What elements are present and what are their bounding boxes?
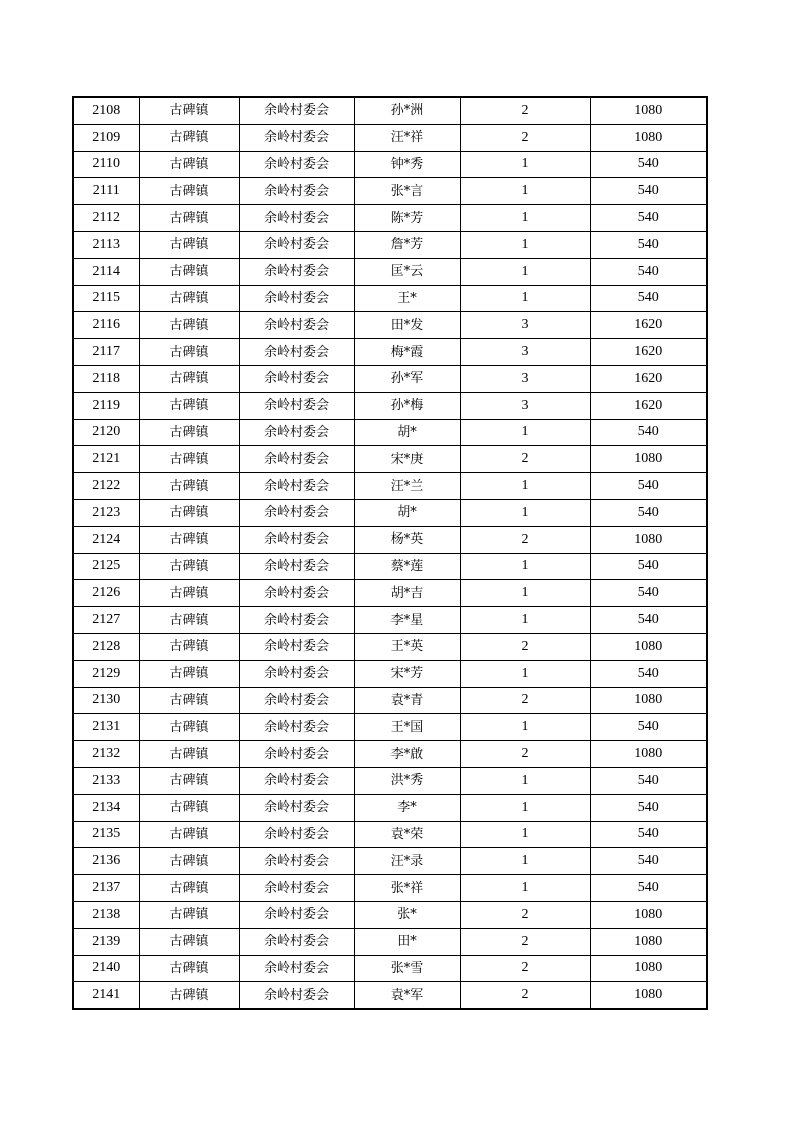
- name-cell: 张*言: [354, 178, 460, 205]
- serial-number-cell: 2109: [73, 124, 139, 151]
- name-cell: 王*: [354, 285, 460, 312]
- amount-cell: 1080: [590, 928, 707, 955]
- village-committee-cell: 余岭村委会: [239, 205, 354, 232]
- amount-cell: 540: [590, 875, 707, 902]
- name-cell: 王*英: [354, 633, 460, 660]
- household-size-cell: 1: [460, 553, 590, 580]
- village-committee-cell: 余岭村委会: [239, 848, 354, 875]
- name-cell: 孙*梅: [354, 392, 460, 419]
- name-cell: 田*发: [354, 312, 460, 339]
- town-cell: 古碑镇: [139, 124, 239, 151]
- town-cell: 古碑镇: [139, 312, 239, 339]
- town-cell: 古碑镇: [139, 982, 239, 1009]
- amount-cell: 1080: [590, 526, 707, 553]
- name-cell: 李*啟: [354, 741, 460, 768]
- village-committee-cell: 余岭村委会: [239, 392, 354, 419]
- household-size-cell: 1: [460, 607, 590, 634]
- serial-number-cell: 2128: [73, 633, 139, 660]
- name-cell: 胡*吉: [354, 580, 460, 607]
- village-committee-cell: 余岭村委会: [239, 526, 354, 553]
- serial-number-cell: 2111: [73, 178, 139, 205]
- amount-cell: 1080: [590, 955, 707, 982]
- amount-cell: 1080: [590, 97, 707, 124]
- name-cell: 田*: [354, 928, 460, 955]
- serial-number-cell: 2141: [73, 982, 139, 1009]
- serial-number-cell: 2114: [73, 258, 139, 285]
- village-committee-cell: 余岭村委会: [239, 365, 354, 392]
- table-row: [73, 151, 707, 178]
- serial-number-cell: 2127: [73, 607, 139, 634]
- name-cell: 杨*英: [354, 526, 460, 553]
- table-row: [73, 285, 707, 312]
- amount-cell: 1080: [590, 687, 707, 714]
- village-committee-cell: 余岭村委会: [239, 633, 354, 660]
- village-committee-cell: 余岭村委会: [239, 499, 354, 526]
- table-row: [73, 339, 707, 366]
- serial-number-cell: 2134: [73, 794, 139, 821]
- serial-number-cell: 2129: [73, 660, 139, 687]
- table-row: [73, 875, 707, 902]
- town-cell: 古碑镇: [139, 741, 239, 768]
- village-committee-cell: 余岭村委会: [239, 339, 354, 366]
- table-row: [73, 741, 707, 768]
- household-size-cell: 1: [460, 767, 590, 794]
- name-cell: 匡*云: [354, 258, 460, 285]
- name-cell: 梅*霞: [354, 339, 460, 366]
- village-committee-cell: 余岭村委会: [239, 419, 354, 446]
- town-cell: 古碑镇: [139, 446, 239, 473]
- household-size-cell: 3: [460, 312, 590, 339]
- amount-cell: 1620: [590, 365, 707, 392]
- table-row: [73, 714, 707, 741]
- name-cell: 汪*录: [354, 848, 460, 875]
- serial-number-cell: 2132: [73, 741, 139, 768]
- village-committee-cell: 余岭村委会: [239, 955, 354, 982]
- name-cell: 蔡*莲: [354, 553, 460, 580]
- town-cell: 古碑镇: [139, 365, 239, 392]
- serial-number-cell: 2138: [73, 901, 139, 928]
- name-cell: 李*: [354, 794, 460, 821]
- serial-number-cell: 2118: [73, 365, 139, 392]
- table-row: [73, 607, 707, 634]
- amount-cell: 540: [590, 848, 707, 875]
- town-cell: 古碑镇: [139, 339, 239, 366]
- amount-cell: 1620: [590, 339, 707, 366]
- town-cell: 古碑镇: [139, 205, 239, 232]
- amount-cell: 1620: [590, 392, 707, 419]
- village-committee-cell: 余岭村委会: [239, 580, 354, 607]
- table-row: [73, 392, 707, 419]
- amount-cell: 1080: [590, 982, 707, 1009]
- town-cell: 古碑镇: [139, 258, 239, 285]
- name-cell: 胡*: [354, 419, 460, 446]
- table-row: [73, 365, 707, 392]
- table-row: [73, 97, 707, 124]
- name-cell: 胡*: [354, 499, 460, 526]
- name-cell: 袁*荣: [354, 821, 460, 848]
- household-size-cell: 2: [460, 124, 590, 151]
- amount-cell: 540: [590, 660, 707, 687]
- village-committee-cell: 余岭村委会: [239, 767, 354, 794]
- amount-cell: 540: [590, 419, 707, 446]
- name-cell: 孙*军: [354, 365, 460, 392]
- amount-cell: 540: [590, 151, 707, 178]
- serial-number-cell: 2121: [73, 446, 139, 473]
- table-row: [73, 231, 707, 258]
- table-row: [73, 205, 707, 232]
- serial-number-cell: 2133: [73, 767, 139, 794]
- name-cell: 王*国: [354, 714, 460, 741]
- table-row: [73, 419, 707, 446]
- serial-number-cell: 2137: [73, 875, 139, 902]
- table-row: [73, 955, 707, 982]
- amount-cell: 1080: [590, 633, 707, 660]
- village-committee-cell: 余岭村委会: [239, 714, 354, 741]
- table-row: [73, 848, 707, 875]
- amount-cell: 540: [590, 231, 707, 258]
- village-committee-cell: 余岭村委会: [239, 741, 354, 768]
- name-cell: 钟*秀: [354, 151, 460, 178]
- table-row: [73, 526, 707, 553]
- table-row: [73, 553, 707, 580]
- village-committee-cell: 余岭村委会: [239, 151, 354, 178]
- name-cell: 詹*芳: [354, 231, 460, 258]
- village-committee-cell: 余岭村委会: [239, 473, 354, 500]
- roster-table-body: [73, 97, 707, 1009]
- name-cell: 汪*兰: [354, 473, 460, 500]
- town-cell: 古碑镇: [139, 901, 239, 928]
- household-size-cell: 1: [460, 821, 590, 848]
- name-cell: 袁*青: [354, 687, 460, 714]
- town-cell: 古碑镇: [139, 660, 239, 687]
- village-committee-cell: 余岭村委会: [239, 258, 354, 285]
- name-cell: 汪*祥: [354, 124, 460, 151]
- table-row: [73, 473, 707, 500]
- village-committee-cell: 余岭村委会: [239, 875, 354, 902]
- amount-cell: 1620: [590, 312, 707, 339]
- village-committee-cell: 余岭村委会: [239, 660, 354, 687]
- roster-table: [72, 96, 708, 1010]
- table-row: [73, 982, 707, 1009]
- amount-cell: 1080: [590, 741, 707, 768]
- town-cell: 古碑镇: [139, 499, 239, 526]
- table-row: [73, 499, 707, 526]
- serial-number-cell: 2108: [73, 97, 139, 124]
- serial-number-cell: 2135: [73, 821, 139, 848]
- serial-number-cell: 2124: [73, 526, 139, 553]
- household-size-cell: 1: [460, 714, 590, 741]
- town-cell: 古碑镇: [139, 285, 239, 312]
- village-committee-cell: 余岭村委会: [239, 901, 354, 928]
- town-cell: 古碑镇: [139, 821, 239, 848]
- table-row: [73, 767, 707, 794]
- household-size-cell: 2: [460, 955, 590, 982]
- amount-cell: 540: [590, 821, 707, 848]
- town-cell: 古碑镇: [139, 928, 239, 955]
- household-size-cell: 2: [460, 526, 590, 553]
- table-row: [73, 928, 707, 955]
- serial-number-cell: 2115: [73, 285, 139, 312]
- serial-number-cell: 2120: [73, 419, 139, 446]
- household-size-cell: 2: [460, 982, 590, 1009]
- household-size-cell: 1: [460, 499, 590, 526]
- amount-cell: 1080: [590, 124, 707, 151]
- name-cell: 宋*庚: [354, 446, 460, 473]
- serial-number-cell: 2140: [73, 955, 139, 982]
- name-cell: 张*: [354, 901, 460, 928]
- serial-number-cell: 2136: [73, 848, 139, 875]
- table-row: [73, 687, 707, 714]
- household-size-cell: 3: [460, 365, 590, 392]
- household-size-cell: 2: [460, 928, 590, 955]
- serial-number-cell: 2126: [73, 580, 139, 607]
- household-size-cell: 2: [460, 901, 590, 928]
- household-size-cell: 2: [460, 633, 590, 660]
- amount-cell: 540: [590, 258, 707, 285]
- town-cell: 古碑镇: [139, 848, 239, 875]
- table-row: [73, 258, 707, 285]
- serial-number-cell: 2125: [73, 553, 139, 580]
- village-committee-cell: 余岭村委会: [239, 312, 354, 339]
- household-size-cell: 1: [460, 794, 590, 821]
- amount-cell: 540: [590, 580, 707, 607]
- town-cell: 古碑镇: [139, 419, 239, 446]
- village-committee-cell: 余岭村委会: [239, 553, 354, 580]
- household-size-cell: 3: [460, 392, 590, 419]
- serial-number-cell: 2123: [73, 499, 139, 526]
- village-committee-cell: 余岭村委会: [239, 794, 354, 821]
- table-row: [73, 446, 707, 473]
- village-committee-cell: 余岭村委会: [239, 446, 354, 473]
- village-committee-cell: 余岭村委会: [239, 821, 354, 848]
- town-cell: 古碑镇: [139, 955, 239, 982]
- town-cell: 古碑镇: [139, 97, 239, 124]
- town-cell: 古碑镇: [139, 607, 239, 634]
- household-size-cell: 1: [460, 580, 590, 607]
- serial-number-cell: 2112: [73, 205, 139, 232]
- table-row: [73, 178, 707, 205]
- serial-number-cell: 2113: [73, 231, 139, 258]
- household-size-cell: 3: [460, 339, 590, 366]
- village-committee-cell: 余岭村委会: [239, 928, 354, 955]
- household-size-cell: 1: [460, 258, 590, 285]
- town-cell: 古碑镇: [139, 178, 239, 205]
- town-cell: 古碑镇: [139, 151, 239, 178]
- town-cell: 古碑镇: [139, 526, 239, 553]
- household-size-cell: 2: [460, 97, 590, 124]
- serial-number-cell: 2116: [73, 312, 139, 339]
- town-cell: 古碑镇: [139, 580, 239, 607]
- serial-number-cell: 2131: [73, 714, 139, 741]
- table-row: [73, 660, 707, 687]
- name-cell: 陈*芳: [354, 205, 460, 232]
- serial-number-cell: 2117: [73, 339, 139, 366]
- town-cell: 古碑镇: [139, 392, 239, 419]
- amount-cell: 540: [590, 767, 707, 794]
- town-cell: 古碑镇: [139, 687, 239, 714]
- amount-cell: 540: [590, 473, 707, 500]
- village-committee-cell: 余岭村委会: [239, 687, 354, 714]
- town-cell: 古碑镇: [139, 714, 239, 741]
- town-cell: 古碑镇: [139, 473, 239, 500]
- household-size-cell: 1: [460, 848, 590, 875]
- serial-number-cell: 2110: [73, 151, 139, 178]
- household-size-cell: 2: [460, 687, 590, 714]
- household-size-cell: 1: [460, 875, 590, 902]
- table-row: [73, 312, 707, 339]
- household-size-cell: 2: [460, 741, 590, 768]
- table-row: [73, 794, 707, 821]
- name-cell: 宋*芳: [354, 660, 460, 687]
- town-cell: 古碑镇: [139, 767, 239, 794]
- amount-cell: 1080: [590, 901, 707, 928]
- town-cell: 古碑镇: [139, 553, 239, 580]
- village-committee-cell: 余岭村委会: [239, 285, 354, 312]
- table-row: [73, 821, 707, 848]
- household-size-cell: 1: [460, 660, 590, 687]
- amount-cell: 540: [590, 553, 707, 580]
- town-cell: 古碑镇: [139, 794, 239, 821]
- amount-cell: 540: [590, 205, 707, 232]
- name-cell: 袁*军: [354, 982, 460, 1009]
- village-committee-cell: 余岭村委会: [239, 231, 354, 258]
- town-cell: 古碑镇: [139, 633, 239, 660]
- village-committee-cell: 余岭村委会: [239, 97, 354, 124]
- name-cell: 张*雪: [354, 955, 460, 982]
- amount-cell: 540: [590, 714, 707, 741]
- town-cell: 古碑镇: [139, 875, 239, 902]
- table-row: [73, 901, 707, 928]
- name-cell: 张*祥: [354, 875, 460, 902]
- serial-number-cell: 2119: [73, 392, 139, 419]
- village-committee-cell: 余岭村委会: [239, 178, 354, 205]
- serial-number-cell: 2139: [73, 928, 139, 955]
- amount-cell: 540: [590, 607, 707, 634]
- name-cell: 洪*秀: [354, 767, 460, 794]
- amount-cell: 540: [590, 794, 707, 821]
- village-committee-cell: 余岭村委会: [239, 607, 354, 634]
- amount-cell: 540: [590, 285, 707, 312]
- serial-number-cell: 2122: [73, 473, 139, 500]
- serial-number-cell: 2130: [73, 687, 139, 714]
- name-cell: 孙*洲: [354, 97, 460, 124]
- amount-cell: 540: [590, 499, 707, 526]
- name-cell: 李*星: [354, 607, 460, 634]
- village-committee-cell: 余岭村委会: [239, 982, 354, 1009]
- amount-cell: 540: [590, 178, 707, 205]
- household-size-cell: 1: [460, 178, 590, 205]
- household-size-cell: 1: [460, 205, 590, 232]
- table-row: [73, 633, 707, 660]
- village-committee-cell: 余岭村委会: [239, 124, 354, 151]
- town-cell: 古碑镇: [139, 231, 239, 258]
- household-size-cell: 1: [460, 285, 590, 312]
- table-row: [73, 580, 707, 607]
- household-size-cell: 2: [460, 446, 590, 473]
- household-size-cell: 1: [460, 473, 590, 500]
- household-size-cell: 1: [460, 419, 590, 446]
- household-size-cell: 1: [460, 151, 590, 178]
- household-size-cell: 1: [460, 231, 590, 258]
- table-row: [73, 124, 707, 151]
- amount-cell: 1080: [590, 446, 707, 473]
